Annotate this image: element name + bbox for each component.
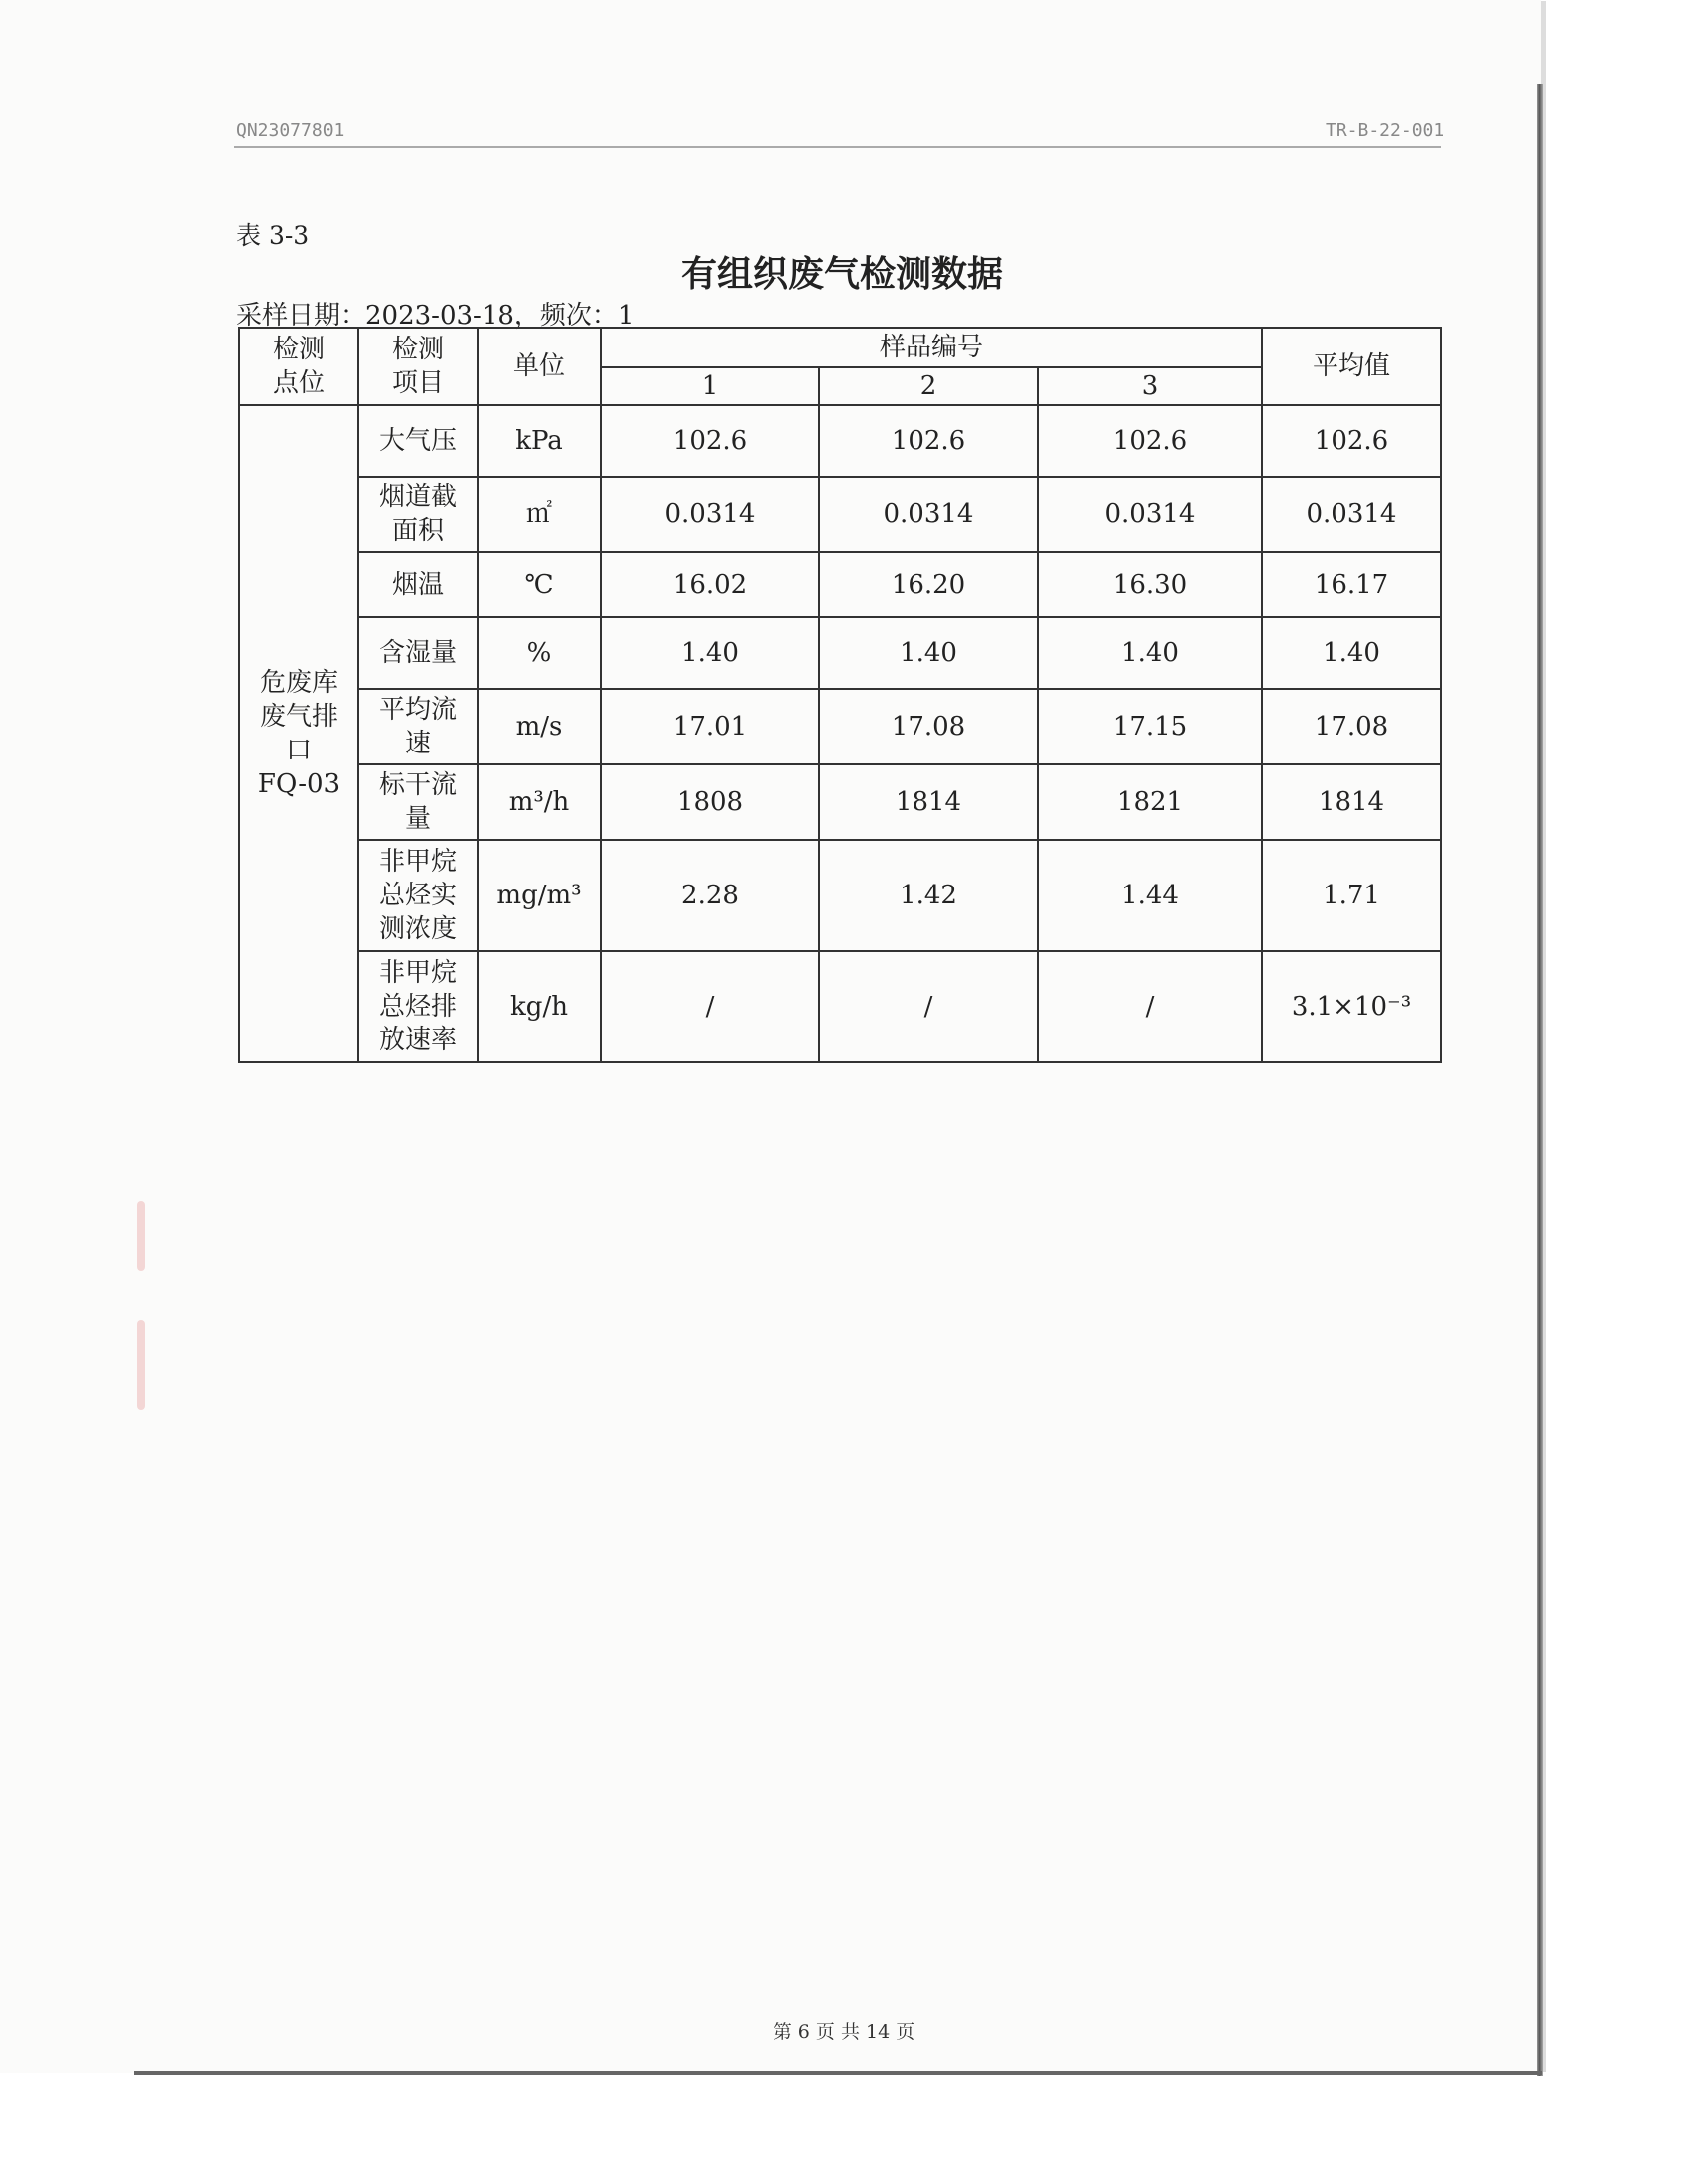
row-sample-2: / <box>819 951 1038 1062</box>
row-sample-1: 102.6 <box>601 405 819 477</box>
table-row <box>239 689 1441 764</box>
row-sample-2: 102.6 <box>819 405 1038 477</box>
row-average: 3.1×10⁻³ <box>1262 951 1441 1062</box>
row-sample-1: 2.28 <box>601 840 819 951</box>
emission-data-table <box>238 327 1442 1063</box>
row-average: 1.71 <box>1262 840 1441 951</box>
row-sample-3: 0.0314 <box>1038 477 1262 552</box>
row-sample-3: 1.40 <box>1038 617 1262 689</box>
row-unit: ㎡ <box>478 477 601 552</box>
paper-stain <box>137 1320 145 1410</box>
page-edge-shadow-bottom <box>134 2071 1542 2075</box>
row-average: 102.6 <box>1262 405 1441 477</box>
row-item: 烟道截 面积 <box>358 477 478 552</box>
row-item: 含湿量 <box>358 617 478 689</box>
page-title-text: 有组织废气检测数据 <box>680 253 1003 295</box>
form-number: TR-B-22-001 <box>1326 120 1445 141</box>
row-unit: m³/h <box>478 764 601 840</box>
row-unit: % <box>478 617 601 689</box>
table-row <box>239 840 1441 951</box>
row-item: 平均流 速 <box>358 689 478 764</box>
monitoring-point: 危废库 废气排 口 FQ-03 <box>239 405 358 1062</box>
row-sample-1: 1.40 <box>601 617 819 689</box>
table-row <box>239 951 1441 1062</box>
row-sample-2: 1814 <box>819 764 1038 840</box>
row-average: 17.08 <box>1262 689 1441 764</box>
header-item: 检测 项目 <box>358 328 478 405</box>
row-sample-1: / <box>601 951 819 1062</box>
row-sample-1: 1808 <box>601 764 819 840</box>
header-unit: 单位 <box>478 328 601 405</box>
table-number: 表 3-3 <box>236 221 310 250</box>
row-unit: kPa <box>478 405 601 477</box>
row-sample-3: 102.6 <box>1038 405 1262 477</box>
row-unit: mg/m³ <box>478 840 601 951</box>
header-sample-2: 2 <box>819 367 1038 405</box>
header-sample-group: 样品编号 <box>601 328 1262 367</box>
row-sample-1: 16.02 <box>601 552 819 617</box>
row-item: 大气压 <box>358 405 478 477</box>
row-sample-2: 1.42 <box>819 840 1038 951</box>
row-sample-2: 0.0314 <box>819 477 1038 552</box>
header-sample-3: 3 <box>1038 367 1262 405</box>
row-sample-3: 17.15 <box>1038 689 1262 764</box>
row-unit: kg/h <box>478 951 601 1062</box>
paper-stain <box>137 1201 145 1271</box>
sampling-info: 采样日期：2023-03-18，频次：1 <box>236 301 634 331</box>
row-sample-1: 17.01 <box>601 689 819 764</box>
table-row <box>239 617 1441 689</box>
report-number: QN23077801 <box>236 120 345 141</box>
row-sample-2: 16.20 <box>819 552 1038 617</box>
header-point: 检测 点位 <box>239 328 358 405</box>
row-average: 0.0314 <box>1262 477 1441 552</box>
row-sample-3: 16.30 <box>1038 552 1262 617</box>
table-header-row <box>239 328 1441 367</box>
row-unit: ℃ <box>478 552 601 617</box>
table-row <box>239 552 1441 617</box>
row-sample-1: 0.0314 <box>601 477 819 552</box>
header-sample-1: 1 <box>601 367 819 405</box>
row-item: 烟温 <box>358 552 478 617</box>
row-sample-2: 1.40 <box>819 617 1038 689</box>
table-row <box>239 405 1441 477</box>
row-sample-2: 17.08 <box>819 689 1038 764</box>
table-row <box>239 477 1441 552</box>
row-item: 标干流 量 <box>358 764 478 840</box>
row-average: 16.17 <box>1262 552 1441 617</box>
row-average: 1814 <box>1262 764 1441 840</box>
page-title <box>0 246 1688 297</box>
page-footer: 第 6 页 共 14 页 <box>773 2021 915 2043</box>
row-unit: m/s <box>478 689 601 764</box>
header-average: 平均值 <box>1262 328 1441 405</box>
row-sample-3: 1821 <box>1038 764 1262 840</box>
row-average: 1.40 <box>1262 617 1441 689</box>
row-item: 非甲烷 总烃实 测浓度 <box>358 840 478 951</box>
row-sample-3: 1.44 <box>1038 840 1262 951</box>
row-item: 非甲烷 总烃排 放速率 <box>358 951 478 1062</box>
page-edge-shadow <box>1537 84 1543 2076</box>
table-row <box>239 764 1441 840</box>
row-sample-3: / <box>1038 951 1262 1062</box>
header-rule <box>234 146 1441 148</box>
